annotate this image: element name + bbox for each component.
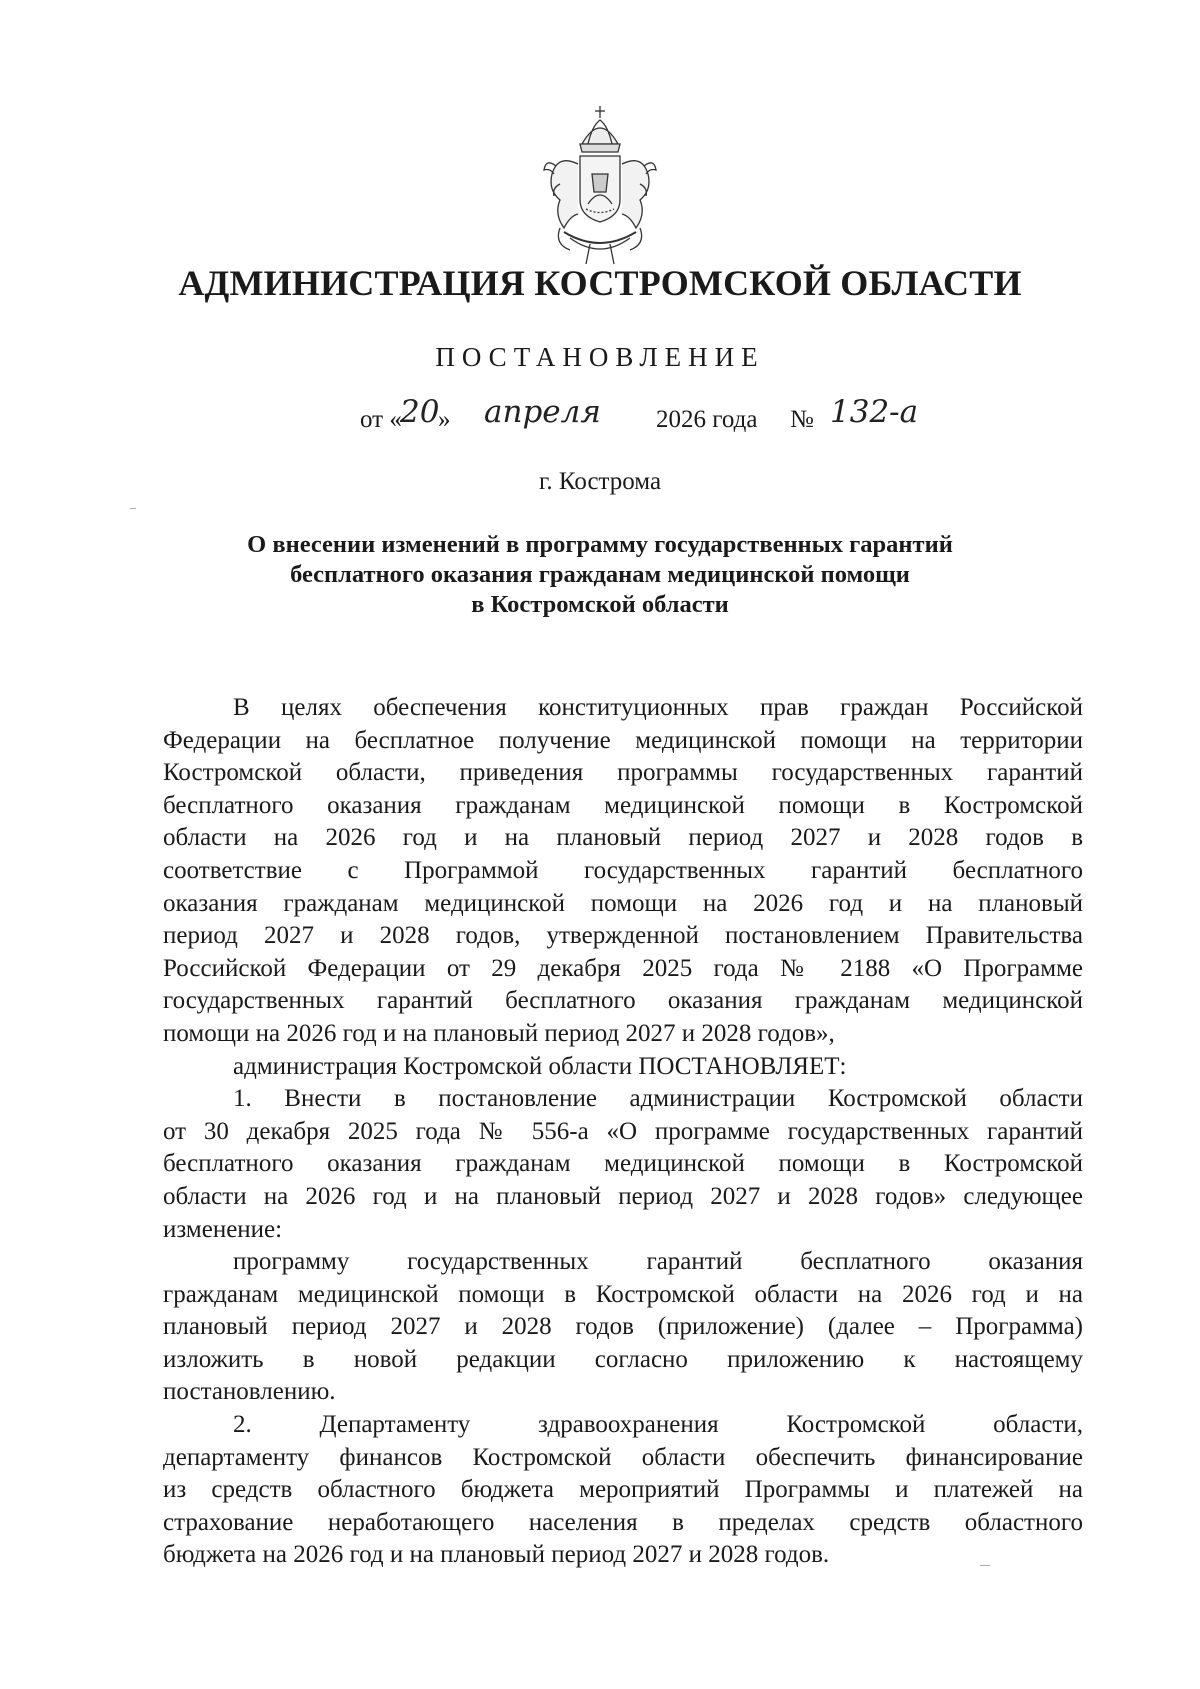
date-line: [360, 394, 1060, 450]
body-line: 1. Внести в постановление администрации Костромской области: [233, 1085, 1083, 1113]
date-month: апреля: [484, 394, 601, 430]
body-line: департаменту финансов Костромской области обеспечить финансирование: [163, 1443, 1083, 1471]
number-sign: №: [790, 406, 814, 433]
body-line: гражданам медицинской помощи в Костромской области на 2026 год и на: [163, 1280, 1083, 1308]
date-prefix: от «: [360, 406, 402, 433]
body-line: изменение:: [163, 1215, 283, 1243]
document-body: [163, 692, 1083, 1572]
body-line: бесплатного оказания гражданам медицинской помощи в Костромской: [163, 791, 1083, 819]
document-subject: [180, 530, 1020, 620]
body-line: изложить в новой редакции согласно приложению к настоящему: [163, 1345, 1083, 1373]
body-line: государственных гарантий бесплатного оказания гражданам медицинской: [163, 987, 1083, 1015]
body-line: помощи на 2026 год и на плановый период 2027 и 2028 годов»,: [163, 1019, 835, 1047]
body-line: области на 2026 год и на плановый период 2027 и 2028 годов» следующее: [163, 1182, 1083, 1210]
body-line: бюджета на 2026 год и на плановый период 2027 и 2028 годов.: [163, 1541, 830, 1569]
body-line: бесплатного оказания гражданам медицинской помощи в Костромской: [163, 1150, 1083, 1178]
city: г. Кострома: [538, 468, 662, 495]
body-line: от 30 декабря 2025 года № 556-а «О программе государственных гарантий: [163, 1117, 1083, 1145]
body-line: страхование неработающего населения в пределах средств областного: [163, 1508, 1083, 1536]
body-line: оказания гражданам медицинской помощи на 2026 год и на плановый: [163, 889, 1083, 917]
body-line: Российской Федерации от 29 декабря 2025 года № 2188 «О Программе: [163, 954, 1083, 982]
body-line: В целях обеспечения конституционных прав граждан Российской: [233, 694, 1083, 721]
body-line: плановый период 2027 и 2028 годов (приложение) (далее – Программа): [163, 1313, 1083, 1341]
scan-mark: [980, 1565, 990, 1566]
emblem: [530, 104, 670, 274]
body-line: области на 2026 год и на плановый период 2027 и 2028 годов в: [163, 824, 1083, 852]
body-line: программу государственных гарантий бесплатного оказания: [233, 1248, 1083, 1276]
subject-line: бесплатного оказания гражданам медицинской помощи: [290, 561, 910, 588]
body-line: Федерации на бесплатное получение медицинской помощи на территории: [163, 726, 1083, 754]
date-year: 2026 года: [656, 406, 758, 433]
body-line: Костромской области, приведения программы государственных гарантий: [163, 759, 1083, 787]
body-line: соответствие с Программой государственных гарантий бесплатного: [163, 856, 1083, 884]
body-line: постановлению.: [163, 1378, 336, 1406]
body-line: период 2027 и 2028 годов, утвержденной постановлением Правительства: [163, 922, 1083, 950]
body-line: из средств областного бюджета мероприятий Программы и платежей на: [163, 1476, 1083, 1504]
scan-mark: [130, 508, 136, 509]
body-line: администрация Костромской области ПОСТАНОВЛЯЕТ:: [233, 1052, 847, 1080]
document-number: 132-а: [830, 394, 919, 430]
document-type: ПОСТАНОВЛЕНИЕ: [435, 342, 765, 372]
subject-line: О внесении изменений в программу государственных гарантий: [247, 531, 953, 558]
subject-line: в Костромской области: [471, 591, 729, 618]
date-day: 20: [400, 394, 440, 430]
body-line: 2. Департаменту здравоохранения Костромской области,: [233, 1411, 1083, 1439]
organization-title: АДМИНИСТРАЦИЯ КОСТРОМСКОЙ ОБЛАСТИ: [178, 263, 1022, 303]
date-quote-close: »: [438, 406, 451, 433]
